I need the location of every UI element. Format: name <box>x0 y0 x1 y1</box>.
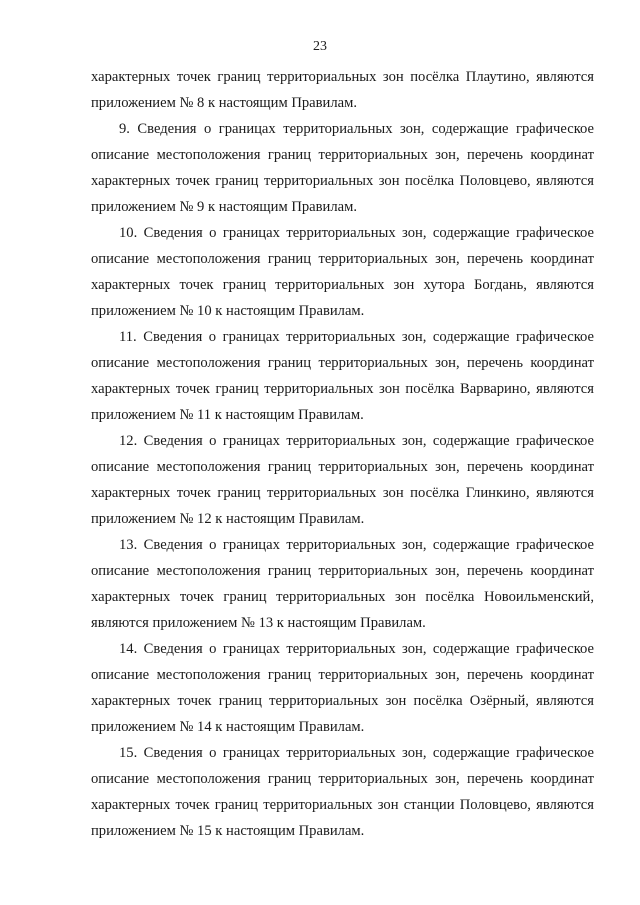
paragraph-item-9: 9. Сведения о границах территориальных зон, содержащие графическое описание местоположения границ территориальных зон, перечень координат характерных точек границ территориальных зон посёлка Половцево, являются приложением № 9 к настоящим Правилам. <box>91 121 594 215</box>
page-number: 23 <box>313 39 327 54</box>
paragraph-item-11: 11. Сведения о границах территориальных зон, содержащие графическое описание местоположения границ территориальных зон, перечень координат характерных точек границ территориальных зон посёлка Варварино, являются приложением № 11 к настоящим Правилам. <box>91 329 594 423</box>
document-body <box>91 64 594 844</box>
paragraph-item-15: 15. Сведения о границах территориальных зон, содержащие графическое описание местоположения границ территориальных зон, перечень координат характерных точек границ территориальных зон станции Половцево, являются приложением № 15 к настоящим Правилам. <box>91 745 594 839</box>
paragraph-continuation: характерных точек границ территориальных зон посёлка Плаутино, являются приложением № 8 к настоящим Правилам. <box>91 69 594 111</box>
paragraph-item-10: 10. Сведения о границах территориальных зон, содержащие графическое описание местоположения границ территориальных зон, перечень координат характерных точек границ территориальных зон хутора Богдань, являются приложением № 10 к настоящим Правилам. <box>91 225 594 319</box>
paragraph-item-14: 14. Сведения о границах территориальных зон, содержащие графическое описание местоположения границ территориальных зон, перечень координат характерных точек границ территориальных зон посёлка Озёрный, являются приложением № 14 к настоящим Правилам. <box>91 641 594 735</box>
paragraph-item-12: 12. Сведения о границах территориальных зон, содержащие графическое описание местоположения границ территориальных зон, перечень координат характерных точек границ территориальных зон посёлка Глинкино, являются приложением № 12 к настоящим Правилам. <box>91 433 594 527</box>
paragraph-item-13: 13. Сведения о границах территориальных зон, содержащие графическое описание местоположения границ территориальных зон, перечень координат характерных точек границ территориальных зон посёлка Новоильменский, являются приложением № 13 к настоящим Правилам. <box>91 537 594 631</box>
